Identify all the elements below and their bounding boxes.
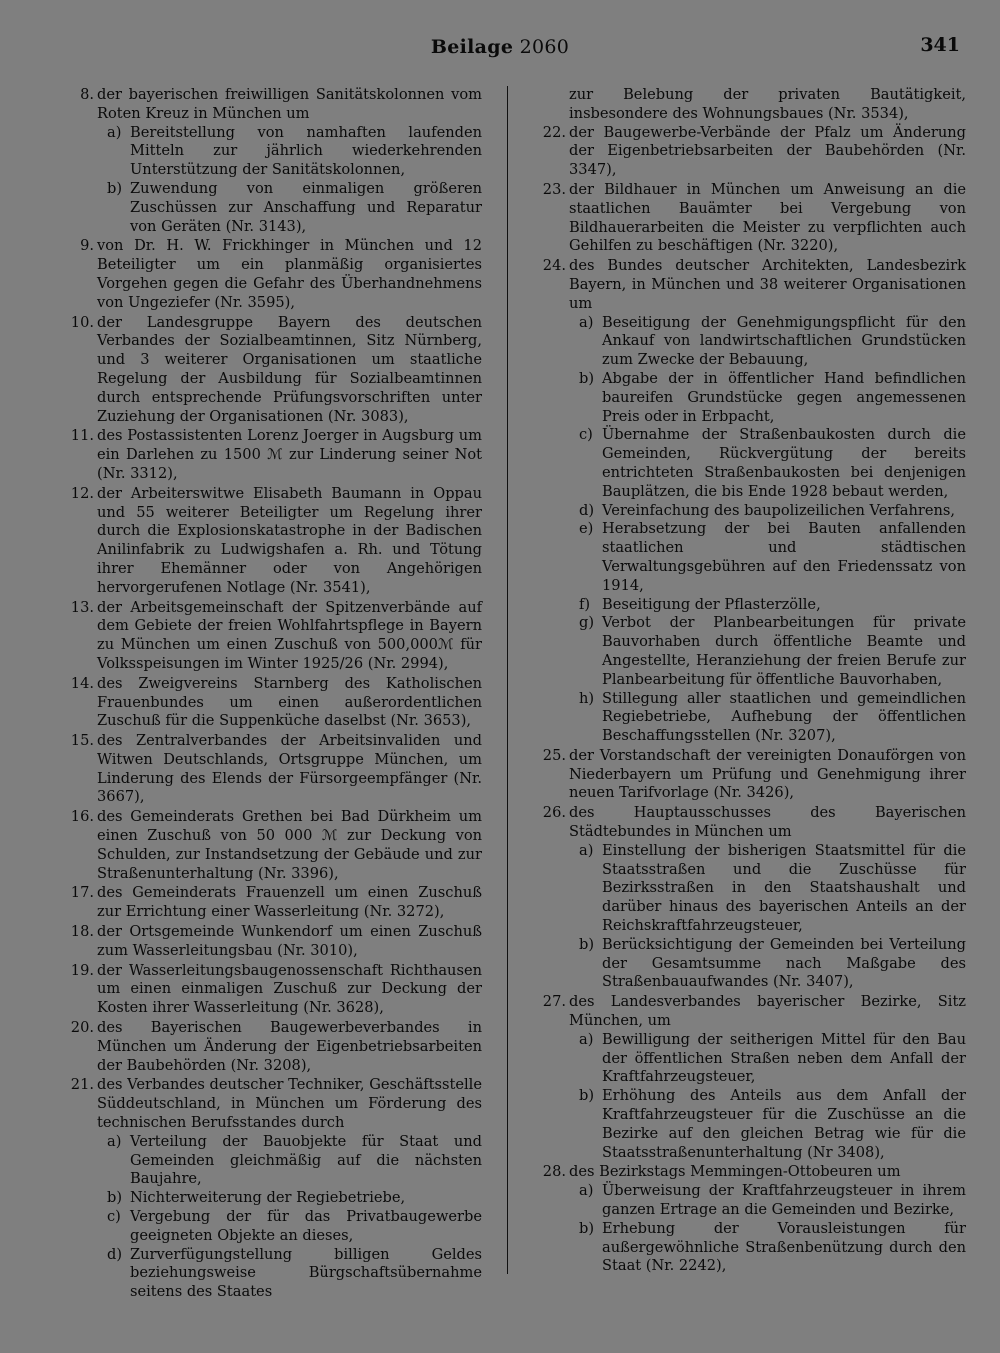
list-item [60,962,482,1018]
sub-item [569,1220,966,1276]
sub-item-letter: b) [107,179,123,197]
sub-item-letter: a) [107,123,122,141]
item-number: 16. [70,808,94,826]
sub-item [569,842,966,936]
item-number: 13. [70,598,94,616]
item-text: der Wasserleitungsbaugenossenschaft Richthausen um einen einmaligen Zuschuß zur Deckung der Kosten ihrer Wasserleitung (Nr. 3628), [97,961,482,1017]
sub-item-letter: b) [107,1189,123,1207]
sub-item-text: Beseitigung der Genehmigungspflicht für den Ankauf von landwirtschaftlichen Grundstücken zum Zwecke der Bebauung, [602,313,966,369]
column-divider [507,86,508,1274]
item-text: der Bildhauer in München um Anweisung an die staatlichen Bauämter bei Vergebung von Bildhauerarbeiten die Meister zu verpflichten auch Gehilfen zu beschäftigen (Nr. 3220), [569,180,966,255]
page-number: 341 [920,34,960,56]
sub-item-letter: b) [579,1087,595,1105]
item-text: des Bezirkstags Memmingen-Ottobeuren um [569,1163,901,1181]
sub-item [569,1087,966,1162]
item-text: des Verbandes deutscher Techniker, Geschäftsstelle Süddeutschland, in München um Förderung des technischen Berufsstandes durch [97,1076,482,1132]
sub-item-text: Erhebung der Vorausleistungen für außergewöhnliche Straßenbenützung durch den Staat (Nr. 2242), [602,1219,966,1275]
item-number: 11. [70,427,94,445]
list-item [60,427,482,483]
sub-item-text: Erhöhung des Anteils aus dem Anfall der Kraftfahrzeugsteuer für die Zuschüsse an die Bezirke auf den gleichen Betrag wie für die Staatsstraßenunterhaltung (Nr 3408), [602,1087,966,1161]
sub-item [569,520,966,595]
item-text: des Landesverbandes bayerischer Bezirke, Sitz München, um [569,993,966,1030]
header-number: 2060 [519,36,570,58]
sub-item-letter: h) [579,689,595,707]
item-number: 20. [70,1019,94,1037]
item-number: 9. [80,237,94,255]
item-text: des Zentralverbandes der Arbeitsinvaliden und Witwen Deutschlands, Ortsgruppe München, um Linderung des Elends der Fürsorgeempfänger (Nr. 3667), [97,732,482,806]
item-number: 22. [542,123,566,141]
list-item [60,1019,482,1075]
item-number: 21. [70,1076,94,1094]
sub-item-letter: c) [107,1208,121,1226]
sub-item-letter: a) [579,841,594,859]
sub-item [569,1031,966,1087]
sub-item-text: Zurverfügungstellung billigen Geldes beziehungsweise Bürgschaftsübernahme seitens des Staates [130,1245,482,1301]
sub-item-text: Bereitstellung von namhaften laufenden Mitteln zur jährlich wiederkehrenden Unterstützung der Sanitätskolonnen, [130,123,482,179]
item-text: der Vorstandschaft der vereinigten Donauförgen von Niederbayern um Prüfung und Genehmigung ihrer neuen Tarifvorlage (Nr. 3426), [569,746,966,802]
item-text: des Bayerischen Baugewerbeverbandes in München um Änderung der Eigenbetriebsarbeiten der Baubehörden (Nr. 3208), [97,1019,482,1074]
sub-item [569,314,966,370]
item-text: der Arbeitsgemeinschaft der Spitzenverbände auf dem Gebiete der freien Wohlfahrtspflege in Bayern zu München um einen Zuschuß von 500,000ℳ für Volksspeisungen im Winter 1925/26 (Nr. 2994), [97,598,482,672]
sub-item-letter: b) [579,935,595,953]
sub-item-text: Vergebung der für das Privatbaugewerbe geeigneten Objekte an dieses, [130,1208,482,1244]
continuation-text: zur Belebung der privaten Bautätigkeit, insbesondere des Wohnungsbaues (Nr. 3534), [569,86,966,122]
sub-item-text: Berücksichtigung der Gemeinden bei Verteilung der Gesamtsumme nach Maßgabe des Straßenbauaufwandes (Nr. 3407), [602,935,966,991]
list-item [60,675,482,731]
list-item [60,599,482,674]
sub-item-letter: d) [579,501,595,519]
sub-item-letter: e) [579,520,594,538]
sub-item [97,124,482,180]
item-number: 15. [70,732,94,750]
header-prefix: Beilage [430,36,514,58]
item-text: der Ortsgemeinde Wunkendorf um einen Zuschuß zum Wasserleitungsbau (Nr. 3010), [97,923,482,959]
list-item [60,923,482,961]
item-text: des Postassistenten Lorenz Joerger in Augsburg um ein Darlehen zu 1500 ℳ zur Linderung seiner Not (Nr. 3312), [97,427,482,482]
item-text: der Landesgruppe Bayern des deutschen Verbandes der Sozialbeamtinnen, Sitz Nürnberg, und 3 weiterer Organisationen um staatliche Regelung der Ausbildung für Sozialbeamtinnen durch entsprechende Prüfungsvorschriften unter Zuziehung der Organisationen (Nr. 3083), [97,313,482,425]
sub-item [97,1189,482,1208]
item-number: 26. [542,804,566,822]
sub-item-letter: g) [579,614,595,632]
list-item [60,86,482,236]
sub-item-text: Einstellung der bisherigen Staatsmittel für die Staatsstraßen und die Zuschüsse für Bezirksstraßen in den Staatshaushalt und darüber hinaus des bayerischen Anteils an der Reichskraftfahrzeugsteuer, [602,841,966,935]
sub-item [97,1133,482,1189]
sub-item-text: Vereinfachung des baupolizeilichen Verfahrens, [602,501,956,519]
item-number: 8. [80,86,94,103]
list-item [60,884,482,922]
sub-item [97,1208,482,1246]
list-item [60,808,482,883]
sub-item-text: Beseitigung der Pflasterzölle, [602,595,821,613]
item-number: 27. [542,993,566,1011]
sub-item [569,370,966,426]
sub-item-letter: c) [579,426,593,444]
sub-item-letter: b) [579,369,595,387]
sub-item-letter: a) [107,1132,122,1150]
list-item [532,747,966,803]
sub-item-letter: a) [579,313,594,331]
sub-item-text: Zuwendung von einmaligen größeren Zuschüssen zur Anschaffung und Reparatur von Geräten (Nr. 3143), [130,179,482,235]
sub-item [569,690,966,746]
sub-item-letter: a) [579,1182,594,1200]
sub-item-text: Bewilligung der seitherigen Mittel für den Bau der öffentlichen Straßen neben dem Anfall der Kraftfahrzeugsteuer, [602,1030,966,1086]
left-column [60,86,482,1303]
item-number: 18. [70,923,94,941]
list-item [60,237,482,312]
sub-item [569,936,966,992]
page-header [0,36,1000,58]
list-item [60,314,482,427]
sub-item-text: Übernahme der Straßenbaukosten durch die Gemeinden, Rückvergütung der bereits entrichteten Straßenbaukosten bei denjenigen Bauplätzen, die bis Ende 1928 bebaut werden, [602,426,966,500]
sub-item [569,614,966,689]
list-item [532,181,966,256]
list-item [532,257,966,746]
item-number: 10. [70,313,94,331]
sub-item-letter: a) [579,1030,594,1048]
list-item [60,485,482,598]
sub-item [569,596,966,615]
item-text: der bayerischen freiwilligen Sanitätskolonnen vom Roten Kreuz in München um [97,86,482,122]
item-text: des Gemeinderats Frauenzell um einen Zuschuß zur Errichtung einer Wasserleitung (Nr. 3272), [97,884,482,921]
list-item [532,124,966,180]
item-text: der Baugewerbe-Verbände der Pfalz um Änderung der Eigenbetriebsarbeiten der Baubehörden (Nr. 3347), [569,123,966,179]
sub-item [97,1246,482,1302]
item-text: des Hauptausschusses des Bayerischen Städtebundes in München um [569,804,966,841]
sub-item-letter: d) [107,1245,123,1263]
item-number: 24. [542,257,566,275]
item-number: 17. [70,884,94,902]
sub-item-text: Verbot der Planbearbeitungen für private Bauvorhaben durch öffentliche Beamte und Angestellte, Heranziehung der freien Berufe zur Planbearbeitung für öffentliche Bauvorhaben, [602,614,966,688]
item-number: 25. [542,746,566,764]
item-text: der Arbeiterswitwe Elisabeth Baumann in Oppau und 55 weiterer Beteiligter um Regelung ihrer durch die Explosionskatastrophe in der Badischen Anilinfabrik zu Ludwigshafen a. Rh. und Tötung ihrer Ehemänner oder von Angehörigen hervorgerufenen Notlage (Nr. 3541), [97,484,482,596]
list-item [60,732,482,807]
item-number: 14. [70,674,94,692]
list-item [60,1076,482,1302]
sub-item [569,426,966,501]
item-number: 12. [70,484,94,502]
sub-item-text: Herabsetzung der bei Bauten anfallenden staatlichen und städtischen Verwaltungsgebühren auf den Friedenssatz von 1914, [602,520,966,594]
sub-item-text: Verteilung der Bauobjekte für Staat und Gemeinden gleichmäßig auf die nächsten Baujahre, [130,1132,482,1188]
sub-item-letter: f) [579,595,591,613]
sub-item [97,180,482,236]
item-number: 23. [542,180,566,198]
sub-item [569,1182,966,1220]
item-text: des Zweigvereins Starnberg des Katholischen Frauenbundes um einen außerordentlichen Zuschuß für die Suppenküche daselbst (Nr. 3653), [97,674,482,730]
sub-item [569,502,966,521]
item-text: des Gemeinderats Grethen bei Bad Dürkheim um einen Zuschuß von 50 000 ℳ zur Deckung von Schulden, zur Instandsetzung der Gebäude und zur Straßenunterhaltung (Nr. 3396), [97,808,482,882]
item-text: von Dr. H. W. Frickhinger in München und 12 Beteiligter um ein planmäßig organisiertes Vorgehen gegen die Gefahr des Überhandnehmens von Ungeziefer (Nr. 3595), [97,237,482,311]
list-item [532,1163,966,1276]
item-text: des Bundes deutscher Architekten, Landesbezirk Bayern, in München und 38 weiterer Organisationen um [569,257,966,312]
sub-item-text: Überweisung der Kraftfahrzeugsteuer in ihrem ganzen Ertrage an die Gemeinden und Bezirke, [602,1182,966,1219]
item-number: 19. [70,961,94,979]
list-item [532,804,966,992]
item-number: 28. [542,1163,566,1181]
sub-item-text: Nichterweiterung der Regiebetriebe, [130,1189,406,1207]
sub-item-text: Abgabe der in öffentlicher Hand befindlichen baureifen Grundstücke gegen angemessenen Preis oder in Erbpacht, [602,369,966,425]
list-item [532,993,966,1162]
sub-item-text: Stillegung aller staatlichen und gemeindlichen Regiebetriebe, Aufhebung der öffentlichen Beschaffungsstellen (Nr. 3207), [602,689,966,745]
right-column [532,86,966,1277]
sub-item-letter: b) [579,1219,595,1237]
